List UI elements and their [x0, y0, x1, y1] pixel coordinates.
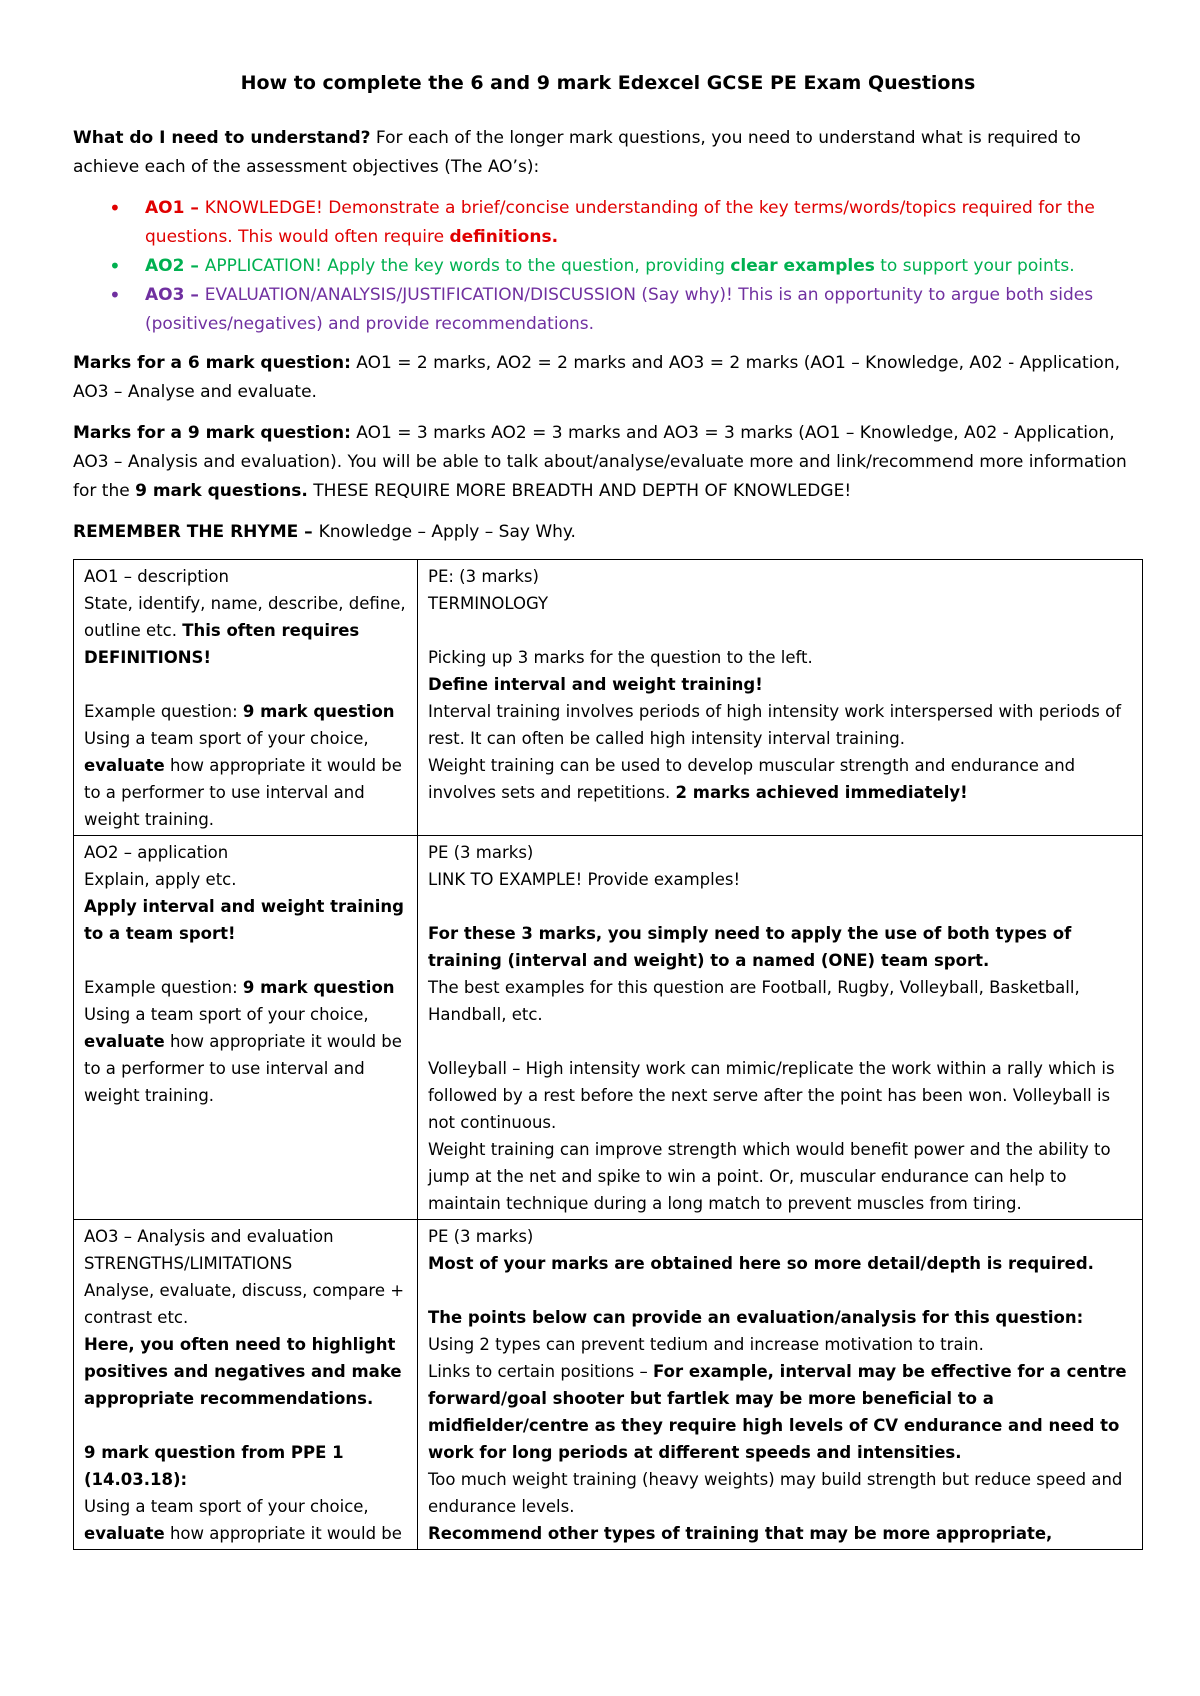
ao2-cell-heading: AO2 – application — [84, 843, 229, 862]
intro-text: For each of the longer mark questions, you need to understand what is required to achieve each of the assessment objectives (The AO’s): — [73, 128, 1081, 177]
ao1-cell-bold: This often requires DEFINITIONS! — [84, 621, 360, 667]
ao-table — [73, 559, 1143, 1550]
ao2-text: APPLICATION! Apply the key words to the question, providing — [204, 256, 731, 276]
ao1-question-bold: evaluate — [84, 756, 165, 775]
bullet-icon: • — [109, 196, 121, 220]
rhyme-lead: REMEMBER THE RHYME – — [73, 522, 319, 542]
marks-9-text: AO1 = 3 marks AO2 = 3 marks and AO3 = 3 marks (AO1 – Knowledge, A02 - Application, AO3 – Analysis and evaluation). You will be able to talk about/analyse/evaluate more and link/recommend more information for the — [73, 423, 1127, 501]
ao1-left-cell — [74, 560, 418, 836]
assessment-objectives-list — [73, 194, 1143, 339]
ao2-bold: clear examples — [730, 256, 875, 276]
ao2-cell-bold: Apply interval and weight training to a team sport! — [84, 897, 404, 943]
ao2-right-heading: PE (3 marks) — [428, 843, 534, 862]
table-row — [74, 836, 1143, 1220]
page-title: How to complete the 6 and 9 mark Edexcel GCSE PE Exam Questions — [240, 72, 976, 94]
ao1-question-end: how appropriate it would be to a performer to use interval and weight training. — [84, 756, 402, 829]
intro-lead: What do I need to understand? — [73, 128, 371, 148]
ao1-label: AO1 – — [145, 198, 205, 218]
ao2-left-cell — [74, 836, 418, 1220]
marks-6-paragraph — [73, 349, 1143, 407]
intro-paragraph — [73, 124, 1143, 182]
ao1-example-lead: Example question: — [84, 702, 243, 721]
ao1-example-bold: 9 mark question — [242, 702, 395, 721]
ao3-text: EVALUATION/ANALYSIS/JUSTIFICATION/DISCUSSION (Say why)! This is an opportunity to argue both sides (positives/negatives) and provide recommendations. — [145, 285, 1094, 334]
marks-6-text: AO1 = 2 marks, AO2 = 2 marks and AO3 = 2 marks (AO1 – Knowledge, A02 - Application, AO3 – Analyse and evaluate. — [73, 353, 1121, 402]
ao2-right-sub: LINK TO EXAMPLE! Provide examples! — [428, 870, 741, 889]
ao1-right-heading: PE: (3 marks) — [428, 567, 539, 586]
ao2-example-lead: Example question: — [84, 978, 243, 997]
ao3-question-start: Using a team sport of your choice, — [84, 1497, 369, 1516]
ao2-question-start: Using a team sport of your choice, — [84, 1005, 369, 1024]
ao3-cell-sub: STRENGTHS/LIMITATIONS — [84, 1254, 293, 1273]
ao2-cell-line: Explain, apply etc. — [84, 870, 237, 889]
ao2-question-bold: evaluate — [84, 1032, 165, 1051]
document-page — [73, 72, 1143, 1550]
ao2-right-p1: For these 3 marks, you simply need to apply the use of both types of training (interval and weight) to a named (ONE) team sport. — [428, 924, 1072, 970]
ao3-cell-line: Analyse, evaluate, discuss, compare + contrast etc. — [84, 1281, 405, 1327]
ao1-right-cell — [418, 560, 1143, 836]
marks-9-lead: Marks for a 9 mark question: — [73, 423, 351, 443]
ao3-right-p2-bold: For example, interval may be effective for a centre forward/goal shooter but fartlek may be more beneficial to a midfielder/centre as they require high levels of CV endurance and need to work for long periods at different speeds and intensities. — [428, 1362, 1127, 1462]
ao1-right-p2: Define interval and weight training! — [428, 675, 763, 694]
table-row — [74, 560, 1143, 836]
ao3-question-end: how appropriate it would be — [164, 1524, 402, 1543]
ao1-cell-heading: AO1 – description — [84, 567, 229, 586]
ao3-cell-bold: Here, you often need to highlight positives and negatives and make appropriate recommendations. — [84, 1335, 402, 1408]
ao3-right-p1: Using 2 types can prevent tedium and increase motivation to train. — [428, 1335, 984, 1354]
ao3-right-heading: PE (3 marks) — [428, 1227, 534, 1246]
ao2-right-cell — [418, 836, 1143, 1220]
ao1-text: KNOWLEDGE! Demonstrate a brief/concise understanding of the key terms/words/topics required for the questions. This would often require — [145, 198, 1095, 247]
ao3-left-cell — [74, 1220, 418, 1550]
ao3-right-cell — [418, 1220, 1143, 1550]
bullet-icon: • — [109, 254, 121, 278]
marks-9-text-end: THESE REQUIRE MORE BREADTH AND DEPTH OF KNOWLEDGE! — [307, 481, 852, 501]
ao1-right-p4: Weight training can be used to develop muscular strength and endurance and involves sets and repetitions. — [428, 756, 1076, 802]
ao3-label: AO3 – — [145, 285, 205, 305]
ao3-cell-heading: AO3 – Analysis and evaluation — [84, 1227, 334, 1246]
ao2-text-end: to support your points. — [874, 256, 1075, 276]
ao3-ppe-question: 9 mark question from PPE 1 (14.03.18): — [84, 1443, 344, 1489]
ao3-right-bold2: The points below can provide an evaluation/analysis for this question: — [428, 1308, 1084, 1327]
ao2-right-p3: Volleyball – High intensity work can mimic/replicate the work within a rally which is followed by a rest before the next serve after the point has been won. Volleyball is not continuous. — [428, 1059, 1115, 1132]
ao3-right-p4: Recommend other types of training that may be more appropriate, — [428, 1524, 1053, 1543]
table-row — [74, 1220, 1143, 1550]
marks-6-lead: Marks for a 6 mark question: — [73, 353, 351, 373]
ao2-item — [73, 252, 1143, 281]
ao2-example-bold: 9 mark question — [242, 978, 395, 997]
ao2-label: AO2 – — [145, 256, 205, 276]
ao3-question-bold: evaluate — [84, 1524, 165, 1543]
rhyme-text: Knowledge – Apply – Say Why. — [318, 522, 576, 542]
ao1-bold: definitions. — [449, 227, 559, 247]
marks-9-bold: 9 mark questions. — [135, 481, 308, 501]
ao1-right-p1: Picking up 3 marks for the question to the left. — [428, 648, 813, 667]
ao2-question-end: how appropriate it would be to a performer to use interval and weight training. — [84, 1032, 402, 1105]
ao2-right-p2: The best examples for this question are Football, Rugby, Volleyball, Basketball, Handball, etc. — [428, 978, 1080, 1024]
ao1-right-p3: Interval training involves periods of high intensity work interspersed with periods of rest. It can often be called high intensity interval training. — [428, 702, 1122, 748]
ao1-cell-line: State, identify, name, describe, define, outline etc. — [84, 594, 406, 640]
ao1-question-start: Using a team sport of your choice, — [84, 729, 369, 748]
ao3-right-p3: Too much weight training (heavy weights) may build strength but reduce speed and endurance levels. — [428, 1470, 1123, 1516]
ao3-item — [73, 281, 1143, 339]
ao2-right-p4: Weight training can improve strength which would benefit power and the ability to jump at the net and spike to win a point. Or, muscular endurance can help to maintain technique during a long match to prevent muscles from tiring. — [428, 1140, 1111, 1213]
ao1-right-sub: TERMINOLOGY — [428, 594, 549, 613]
rhyme-paragraph — [73, 518, 1143, 547]
marks-9-paragraph — [73, 419, 1143, 506]
bullet-icon: • — [109, 283, 121, 307]
ao1-right-p4-bold: 2 marks achieved immediately! — [675, 783, 968, 802]
ao3-right-bold1: Most of your marks are obtained here so more detail/depth is required. — [428, 1254, 1094, 1273]
ao1-item — [73, 194, 1143, 252]
ao3-right-p2: Links to certain positions – — [428, 1362, 654, 1381]
